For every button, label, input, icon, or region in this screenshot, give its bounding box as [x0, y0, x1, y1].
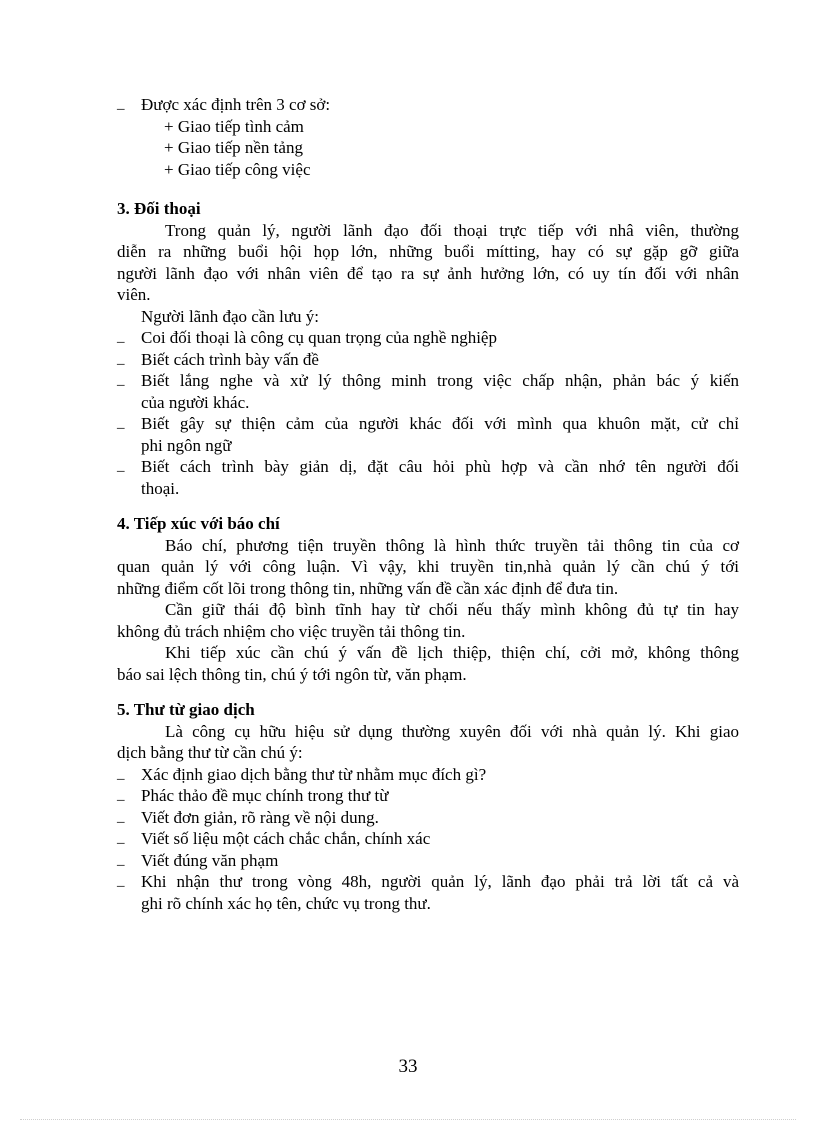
paragraph	[117, 535, 739, 600]
paragraph-line: báo sai lệch thông tin, chú ý tới ngôn từ, văn phạm.	[117, 664, 467, 684]
list-item-text: Coi đối thoại là công cụ quan trọng của nghề nghiệp	[141, 328, 497, 347]
paragraph-line: Khi tiếp xúc cần chú ý vấn đề lịch thiệp, thiện chí, cởi mở, không thông	[165, 643, 739, 662]
list-item-text: Viết số liệu một cách chắc chắn, chính xác	[141, 829, 431, 848]
list-item-text: Biết cách trình bày vấn đề	[141, 349, 319, 369]
section-heading: 3. Đối thoại	[117, 199, 201, 218]
bullet-dash: _	[117, 851, 125, 868]
paragraph-line: người lãnh đạo với nhân viên để tạo ra sự ảnh hưởng lớn, có uy tín đối với nhân	[117, 263, 739, 283]
bullet-dash: _	[117, 350, 125, 367]
sub-item: + Giao tiếp công việc	[164, 159, 311, 179]
list-item	[117, 456, 739, 499]
list-item-text: Viết đơn giản, rõ ràng về nội dung.	[141, 807, 379, 827]
bullet-dash: _	[117, 415, 125, 431]
paragraph-line: những điểm cốt lõi trong thông tin, những vấn đề cần xác định để đưa tin.	[117, 578, 619, 598]
paragraph-line: Trong quản lý, người lãnh đạo đối thoại trực tiếp với nhâ viên, thường	[165, 220, 739, 240]
section-heading: 4. Tiếp xúc với báo chí	[117, 514, 280, 533]
bullet-dash: _	[117, 329, 125, 345]
list-item	[117, 413, 739, 456]
list-item-text: Phác thảo đề mục chính trong thư từ	[141, 786, 389, 805]
paragraph-line: không đủ trách nhiệm cho việc truyền tải thông tin.	[117, 621, 466, 641]
list-item-text: Biết lắng nghe và xử lý thông minh trong việc chấp nhận, phản bác ý kiến	[141, 371, 739, 390]
paragraph-line: Cần giữ thái độ bình tĩnh hay từ chối nếu thấy mình không đủ tự tin hay	[165, 600, 739, 619]
bullet-dash: _	[117, 873, 125, 889]
list-item-text: Viết đúng văn phạm	[141, 850, 279, 870]
page-content	[117, 94, 739, 914]
sub-item: + Giao tiếp nền tảng	[164, 138, 303, 157]
paragraph-line: diễn ra những buổi hội họp lớn, những buổi mítting, hay có sự gặp gỡ giữa	[117, 242, 739, 261]
sub-item: + Giao tiếp tình cảm	[164, 116, 304, 136]
paragraph-line: viên.	[117, 285, 151, 304]
list-item	[117, 349, 739, 371]
list1-intro: Được xác định trên 3 cơ sở:	[141, 95, 331, 114]
list-item-text: Khi nhận thư trong vòng 48h, người quản lý, lãnh đạo phải trả lời tất cả và	[141, 872, 739, 891]
bullet-dash: _	[117, 808, 125, 825]
page-number: 33	[398, 1056, 418, 1077]
bullet-dash: _	[117, 458, 125, 474]
list-item-text: của người khác.	[141, 392, 250, 412]
note-line: Người lãnh đạo cần lưu ý:	[141, 306, 320, 326]
list-item-text: thoại.	[141, 478, 180, 498]
list-item	[117, 327, 739, 349]
list-item	[117, 370, 739, 413]
paragraph	[117, 721, 739, 764]
list-item	[117, 871, 739, 914]
list-item	[117, 785, 739, 807]
list-item	[117, 94, 739, 116]
paragraph-line: quan quản lý với công luận. Vì vậy, khi truyền tin,nhà quản lý cần chú ý tới	[117, 557, 739, 576]
list-item	[117, 828, 739, 850]
paragraph-line: dịch bằng thư từ cần chú ý:	[117, 743, 303, 762]
list-item	[117, 807, 739, 829]
paragraph	[117, 599, 739, 642]
bullet-dash: _	[117, 787, 125, 803]
paragraph-line: Là công cụ hữu hiệu sử dụng thường xuyên đối với nhà quản lý. Khi giao	[165, 721, 739, 741]
bullet-dash: _	[117, 96, 125, 112]
list-item-text: ghi rõ chính xác họ tên, chức vụ trong thư.	[141, 893, 431, 913]
list-item	[117, 850, 739, 872]
paragraph-line: Báo chí, phương tiện truyền thông là hình thức truyền tải thông tin của cơ	[165, 535, 739, 555]
bullet-dash: _	[117, 765, 125, 782]
bullet-dash: _	[117, 830, 125, 846]
paragraph	[117, 220, 739, 306]
paragraph	[117, 642, 739, 685]
list-item-text: Xác định giao dịch bằng thư từ nhằm mục đích gì?	[141, 764, 487, 784]
list-item-text: Biết gây sự thiện cảm của người khác đối với mình qua khuôn mặt, cử chỉ	[141, 414, 739, 433]
list-item-text: Biết cách trình bày giản dị, đặt câu hỏi phù hợp và cần nhớ tên người đối	[141, 457, 739, 476]
list-item-text: phi ngôn ngữ	[141, 435, 232, 455]
bullet-dash: _	[117, 372, 125, 388]
section-heading: 5. Thư từ giao dịch	[117, 700, 255, 719]
list-item	[117, 764, 739, 786]
page-bottom-divider	[20, 1119, 796, 1120]
